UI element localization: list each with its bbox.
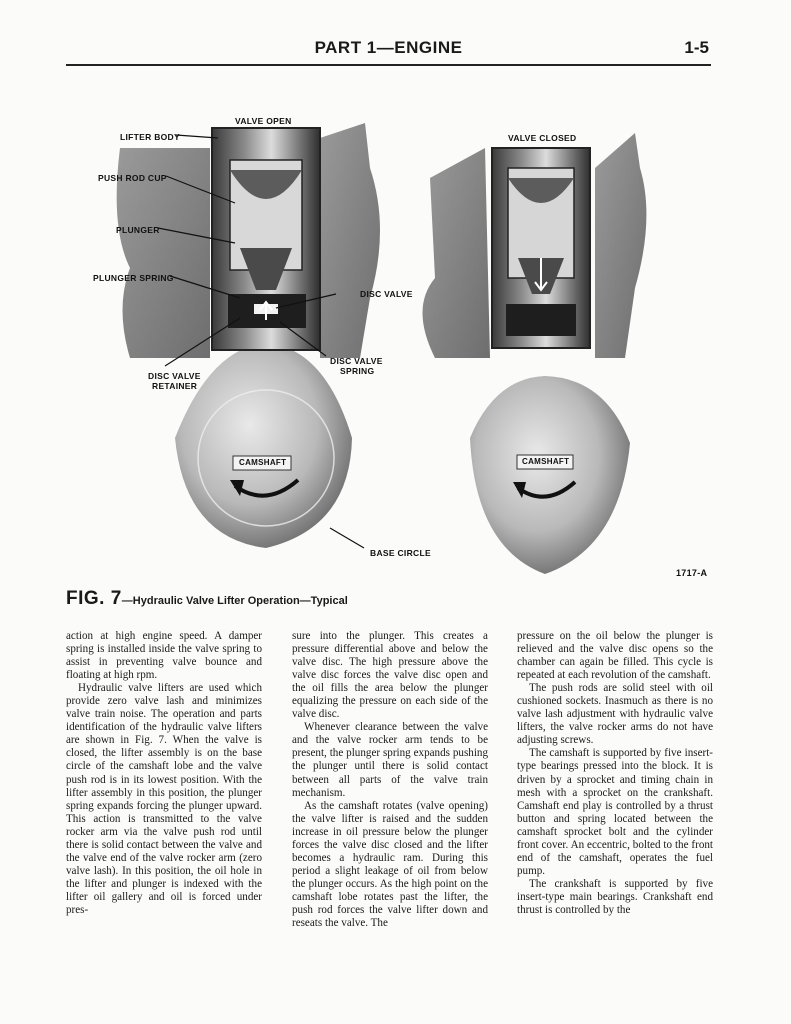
paragraph: Hydraulic valve lifters are used which provide zero valve lash and minimizes valve train noise. The operation and parts identification of the hydraulic valve lifters are shown in Fig. 7. When the valve is closed, the lifter assembly is on the base circle of the camshaft lobe and the valve push rod is in its lowest position. With the lifter assembly in this position, the plunger spring expands forcing the plunger upward. This action is transmitted to the valve rocker arm via the valve push rod until there is solid contact between the valve and the valve end of the valve rocker arm (zero valve lash). In this position, the oil hole in the lifter and plunger is indexed with the lifter oil gallery and oil is forced under pres- bbox=[66, 682, 262, 916]
label-push-rod-cup: PUSH ROD CUP bbox=[98, 173, 167, 183]
left-cam-lobe bbox=[175, 343, 352, 548]
right-assembly bbox=[423, 133, 647, 574]
paragraph: pressure on the oil below the plunger is relieved and the valve disc opens so the chamber can again be filled. This cycle is repeated at each revolution of the camshaft. bbox=[517, 630, 713, 682]
text-column-1 bbox=[66, 630, 262, 917]
right-engine-block bbox=[423, 148, 491, 358]
paragraph: The camshaft is supported by five insert-type bearings pressed into the block. It is driven by a sprocket and timing chain in mesh with a sprocket on the crankshaft. Camshaft end play is controlled by a thrust button and spring located between the camshaft sprocket bolt and the cylinder front cover. An eccentric, bolted to the front end of the camshaft, operates the fuel pump. bbox=[517, 747, 713, 877]
paragraph: Whenever clearance between the valve and the valve rocker arm tends to be present, the plunger spring expands pushing the plunger until there is solid contact between all parts of the valve train mechanism. bbox=[292, 721, 488, 799]
figure-caption bbox=[66, 588, 348, 610]
label-plunger: PLUNGER bbox=[116, 225, 160, 235]
paragraph: sure into the plunger. This creates a pressure differential above and below the valve disc. The high pressure above the valve disc forces the valve disc open and the oil fills the area below the plunger equalizing the pressure on each side of the valve disc. bbox=[292, 630, 488, 721]
lifter-illustration bbox=[90, 108, 730, 588]
label-disc-valve-retainer-1: DISC VALVE bbox=[148, 371, 201, 381]
paragraph: The push rods are solid steel with oil cushioned sockets. Inasmuch as there is no valve lash adjustment with hydraulic valve lifters, the valve rocker arms do not have adjusting screws. bbox=[517, 682, 713, 747]
right-disc-valve-area bbox=[506, 304, 576, 336]
right-engine-block-right bbox=[595, 133, 646, 358]
left-assembly bbox=[117, 123, 380, 548]
label-camshaft-right: CAMSHAFT bbox=[522, 457, 570, 466]
valve-lifter-figure bbox=[90, 108, 730, 588]
caption-fig-number: FIG. 7 bbox=[66, 588, 122, 609]
paragraph: The crankshaft is supported by five insert-type main bearings. Crankshaft end thrust is controlled by the bbox=[517, 877, 713, 916]
label-disc-valve-retainer-2: RETAINER bbox=[152, 381, 198, 391]
valve-closed-title: VALVE CLOSED bbox=[508, 133, 577, 143]
header-rule bbox=[66, 64, 711, 66]
figure-code: 1717-A bbox=[676, 568, 708, 578]
label-base-circle: BASE CIRCLE bbox=[370, 548, 431, 558]
valve-open-title: VALVE OPEN bbox=[235, 116, 292, 126]
label-camshaft-left: CAMSHAFT bbox=[239, 458, 287, 467]
label-lifter-body: LIFTER BODY bbox=[120, 132, 180, 142]
label-disc-valve-spring-1: DISC VALVE bbox=[330, 356, 383, 366]
paragraph: As the camshaft rotates (valve opening) the valve lifter is raised and the sudden increase in oil pressure below the plunger forces the valve disc closed and the lifter becomes a hydraulic ram. During this period a slight leakage of oil from below the plunger occurs. As the high point on the camshaft lobe rotates past the lifter, the push rod forces the valve lifter down and reseats the valve. The bbox=[292, 799, 488, 930]
page-header bbox=[66, 36, 711, 66]
label-disc-valve-spring-2: SPRING bbox=[340, 366, 375, 376]
right-cam-lobe bbox=[470, 376, 630, 574]
left-engine-block-right bbox=[320, 123, 380, 358]
text-column-3 bbox=[517, 630, 713, 917]
label-plunger-spring: PLUNGER SPRING bbox=[93, 273, 174, 283]
caption-text: —Hydraulic Valve Lifter Operation—Typical bbox=[121, 595, 348, 607]
text-column-2 bbox=[292, 630, 488, 930]
page-number: 1-5 bbox=[684, 38, 709, 57]
page-title: PART 1—ENGINE bbox=[314, 38, 463, 57]
label-disc-valve: DISC VALVE bbox=[360, 289, 413, 299]
paragraph: action at high engine speed. A damper spring is installed inside the valve spring to assist in preventing valve bounce and floating at high rpm. bbox=[66, 630, 262, 682]
